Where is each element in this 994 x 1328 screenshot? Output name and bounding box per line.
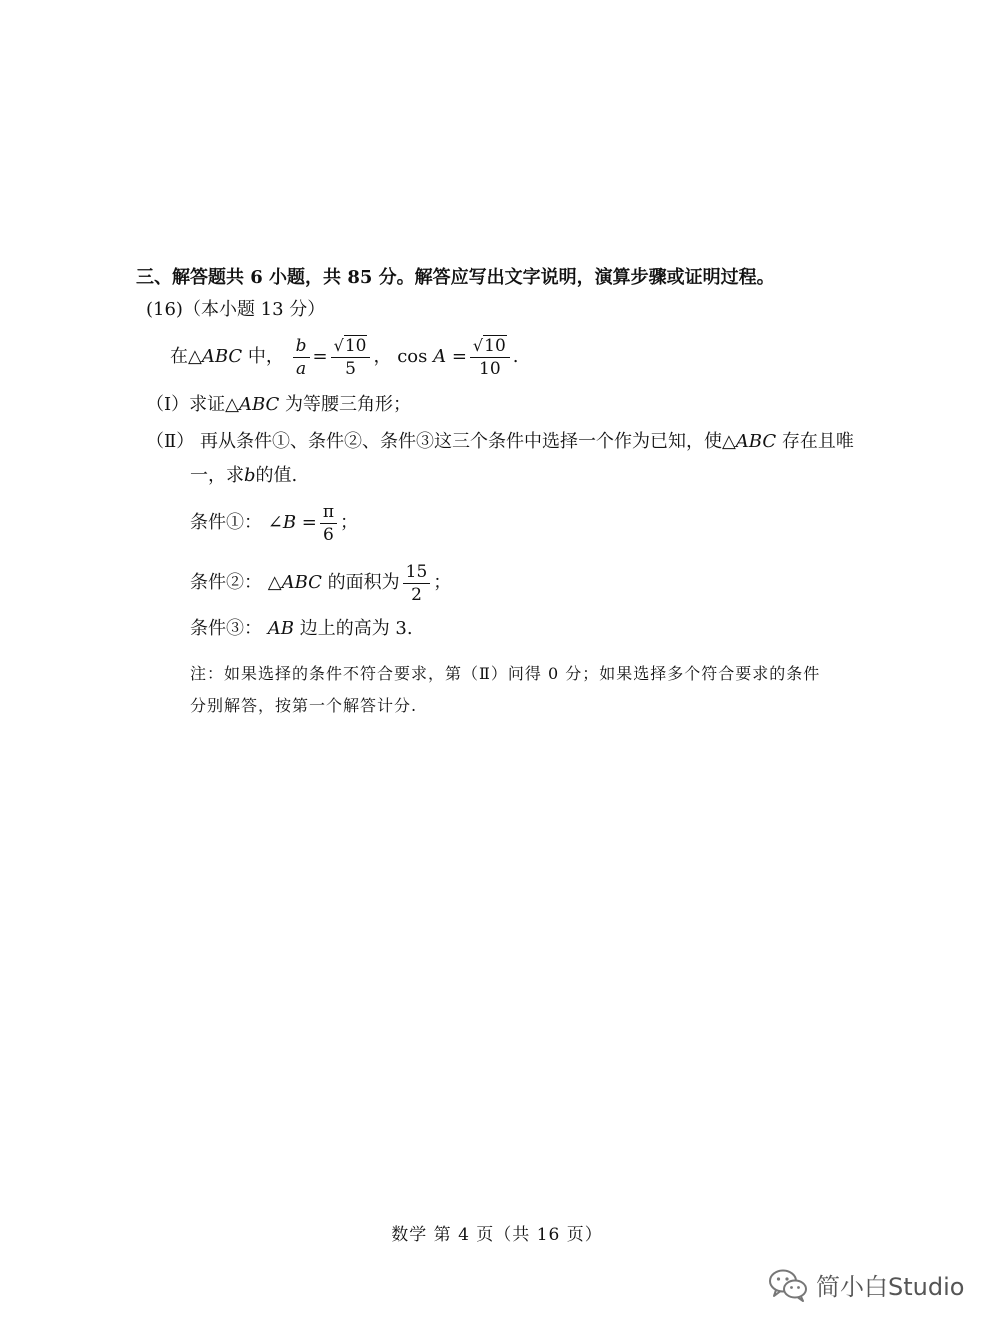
period: . bbox=[512, 346, 519, 367]
comma: ， bbox=[373, 346, 392, 367]
part-1-text-end: 为等腰三角形； bbox=[279, 394, 412, 415]
fraction-15-over-2 bbox=[403, 561, 431, 606]
condition-1 bbox=[190, 498, 358, 548]
angle-a: A bbox=[433, 346, 447, 367]
part-1-text: 求证△ bbox=[189, 394, 239, 415]
condition-1-label: 条件①： bbox=[190, 512, 262, 533]
part-2-line-1 bbox=[146, 430, 854, 454]
fraction-sqrt10-over-10 bbox=[470, 335, 510, 380]
part-2-text: 再从条件①、条件②、条件③这三个条件中选择一个作为已知，使△ bbox=[194, 431, 736, 452]
note-line-2: 分别解答，按第一个解答计分. bbox=[190, 696, 418, 715]
triangle-name: ABC bbox=[238, 394, 280, 415]
condition-3-text: 边上的高为 3. bbox=[293, 618, 413, 639]
fraction-b-over-a bbox=[293, 335, 310, 380]
equals-sign: = bbox=[446, 346, 467, 367]
part-1-label: （Ⅰ） bbox=[146, 394, 190, 415]
section-heading: 三、解答题共 6 小题，共 85 分。解答应写出文字说明，演算步骤或证明过程。 bbox=[136, 267, 775, 288]
fraction-denominator: 10 bbox=[479, 358, 501, 379]
triangle-name: ABC bbox=[201, 346, 243, 367]
triangle-name: ABC bbox=[735, 431, 777, 452]
segment-ab: AB bbox=[267, 618, 294, 639]
condition-2-text: 的面积为 bbox=[321, 572, 400, 593]
sqrt-radicand: 10 bbox=[344, 335, 367, 356]
given-condition bbox=[170, 332, 519, 382]
semicolon: ； bbox=[433, 572, 452, 593]
page-footer: 数学 第 4 页（共 16 页） bbox=[391, 1225, 603, 1245]
fraction-denominator: 6 bbox=[323, 524, 334, 545]
variable-b: b bbox=[244, 465, 256, 486]
fraction-denominator: 2 bbox=[411, 584, 422, 605]
fraction-numerator: √10 bbox=[470, 335, 510, 358]
fraction-numerator: 15 bbox=[403, 561, 431, 584]
fraction-denominator: a bbox=[296, 358, 307, 379]
problem-header bbox=[146, 298, 325, 322]
watermark-text: 简小白Studio bbox=[816, 1273, 965, 1301]
fraction-denominator: 5 bbox=[345, 358, 356, 379]
fraction-numerator: π bbox=[320, 501, 337, 524]
condition-3-label: 条件③： bbox=[190, 618, 262, 639]
part-2-text-end: 存在且唯 bbox=[776, 431, 854, 452]
wechat-icon bbox=[768, 1268, 808, 1302]
watermark bbox=[768, 1267, 964, 1302]
problem-points: （本小题 13 分） bbox=[182, 299, 326, 320]
given-mid: 中， bbox=[242, 346, 284, 367]
triangle-name: ABC bbox=[281, 572, 322, 593]
condition-2-label: 条件②： bbox=[190, 572, 262, 593]
part-1 bbox=[146, 393, 411, 417]
problem-number: (16) bbox=[146, 299, 183, 320]
equals-sign: = bbox=[312, 346, 328, 367]
fraction-sqrt10-over-5 bbox=[331, 335, 371, 380]
fraction-numerator: √10 bbox=[331, 335, 371, 358]
semicolon: ； bbox=[340, 512, 359, 533]
cos-label: cos bbox=[397, 346, 428, 367]
part-2-line2-text: 一，求 bbox=[190, 465, 244, 486]
sqrt-radicand: 10 bbox=[484, 335, 506, 356]
fraction-numerator: b bbox=[293, 335, 310, 358]
angle-b-expr: ∠B = bbox=[267, 512, 317, 533]
note-line-1: 注：如果选择的条件不符合要求，第（Ⅱ）问得 0 分；如果选择多个符合要求的条件 bbox=[190, 664, 821, 683]
given-prefix: 在△ bbox=[170, 346, 202, 367]
part-2-line2-end: 的值. bbox=[255, 465, 298, 486]
condition-2 bbox=[190, 558, 451, 608]
fraction-pi-over-6 bbox=[320, 501, 337, 546]
condition-3 bbox=[190, 617, 413, 641]
part-2-label: （Ⅱ） bbox=[146, 431, 195, 452]
triangle-symbol: △ bbox=[267, 572, 282, 593]
part-2-line-2 bbox=[190, 464, 297, 488]
